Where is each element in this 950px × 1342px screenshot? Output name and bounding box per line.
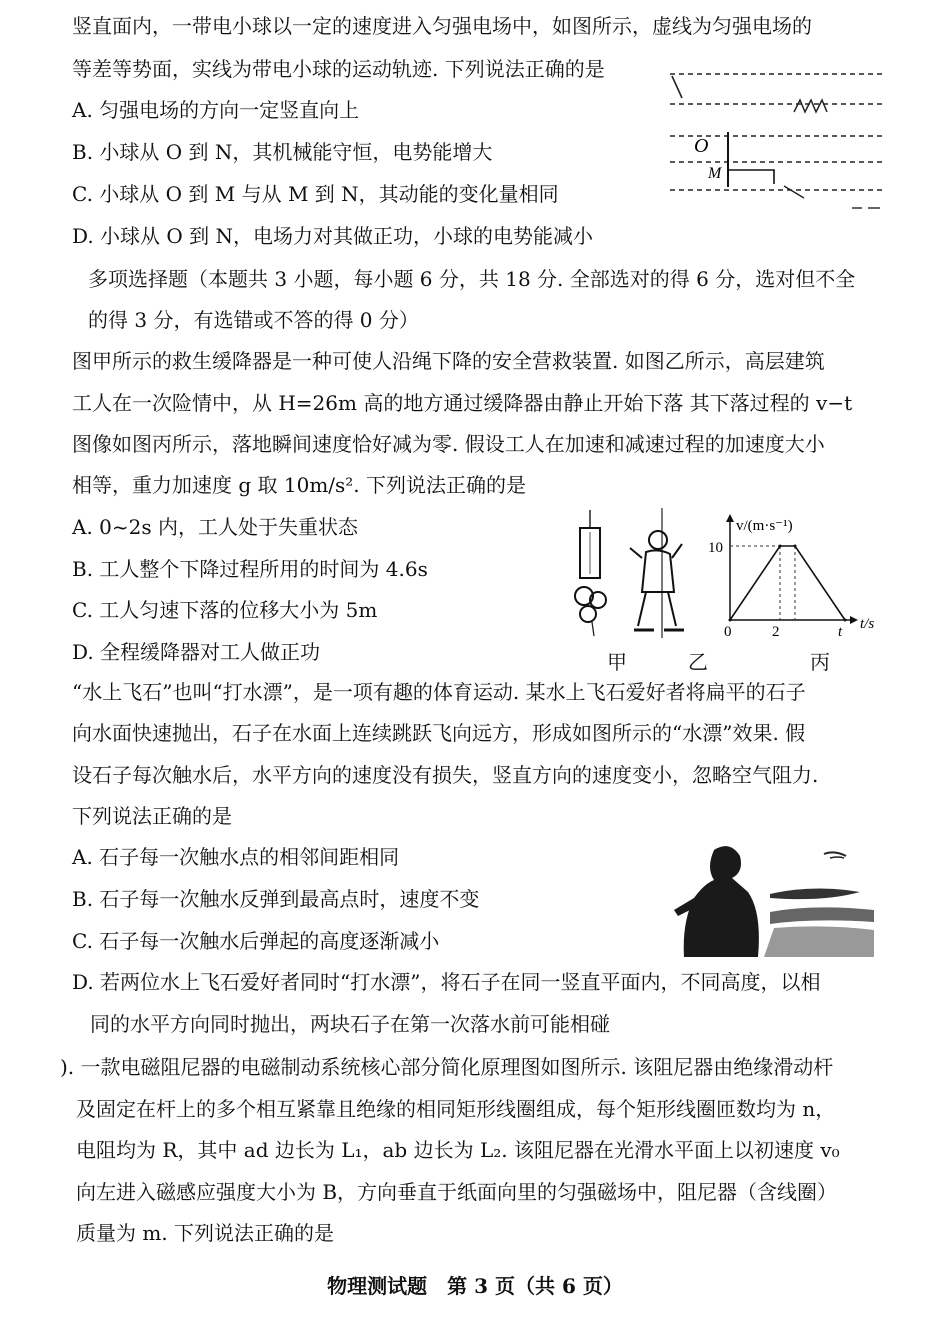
q-rescue-option-c[interactable]: C. 工人匀速下落的位移大小为 5m — [72, 598, 378, 622]
q-field-stem-line: 等差等势面，实线为带电小球的运动轨迹. 下列说法正确的是 — [72, 57, 605, 81]
caption-bing: 丙 — [810, 650, 830, 674]
q-stone-stem-line: 设石子每次触水后，水平方向的速度没有损失，竖直方向的速度变小，忽略空气阻力. — [72, 763, 819, 787]
y-axis-label: v/(m·s⁻¹) — [736, 518, 793, 534]
q-stone-option-d[interactable]: D. 若两位水上飞石爱好者同时“打水漂”，将石子在同一竖直平面内，不同高度，以相 — [72, 970, 821, 994]
q-field-option-d[interactable]: D. 小球从 O 到 N，电场力对其做正功，小球的电势能减小 — [72, 224, 594, 248]
x-axis-arrow — [850, 616, 858, 624]
q-stone-option-a[interactable]: A. 石子每一次触水点的相邻间距相同 — [72, 845, 400, 869]
x-tick-2: 2 — [772, 624, 780, 638]
vt-series-line — [730, 546, 845, 620]
section-heading-cont: 的得 3 分，有选错或不答的得 0 分） — [88, 308, 419, 332]
q-damper-stem-line: ). 一款电磁阻尼器的电磁制动系统核心部分简化原理图如图所示. 该阻尼器由绝缘滑动杆 — [60, 1055, 834, 1079]
q-field-stem-line: 竖直面内，一带电小球以一定的速度进入匀强电场中，如图所示，虚线为匀强电场的 — [72, 14, 812, 38]
vt-graph — [700, 508, 890, 638]
stone-skipping-photo — [674, 832, 874, 957]
q-stone-stem-line: 下列说法正确的是 — [72, 804, 232, 828]
point-m-label: M — [708, 165, 722, 182]
q-rescue-option-b[interactable]: B. 工人整个下降过程所用的时间为 4.6s — [72, 557, 428, 581]
page-footer: 物理测试题 第 3 页（共 6 页） — [327, 1274, 623, 1298]
q-stone-option-b[interactable]: B. 石子每一次触水反弹到最高点时，速度不变 — [72, 887, 480, 911]
q-rescue-stem-line: 图像如图丙所示，落地瞬间速度恰好减为零. 假设工人在加速和减速过程的加速度大小 — [72, 432, 825, 456]
caption-jia: 甲 — [607, 650, 627, 674]
q-rescue-stem-line: 相等，重力加速度 g 取 10m/s². 下列说法正确的是 — [72, 473, 527, 497]
q-stone-option-d-cont: 同的水平方向同时抛出，两块石子在第一次落水前可能相碰 — [90, 1012, 610, 1036]
x-tick-t: t — [838, 624, 843, 638]
q-field-option-a[interactable]: A. 匀强电场的方向一定竖直向上 — [72, 98, 360, 122]
q-damper-stem-line: 质量为 m. 下列说法正确的是 — [76, 1221, 335, 1245]
q-damper-stem-line: 向左进入磁感应强度大小为 B，方向垂直于纸面向里的匀强磁场中，阻尼器（含线圈） — [76, 1180, 838, 1204]
worker-figure — [622, 508, 692, 638]
q-rescue-stem-line: 图甲所示的救生缓降器是一种可使人沿绳下降的安全营救装置. 如图乙所示，高层建筑 — [72, 349, 825, 373]
q-stone-stem-line: “水上飞石”也叫“打水漂”，是一项有趣的体育运动. 某水上飞石爱好者将扁平的石子 — [72, 680, 806, 704]
point-o-label: O — [694, 135, 709, 157]
x-tick-0: 0 — [724, 624, 732, 638]
device-figure — [566, 508, 616, 638]
q-field-option-c[interactable]: C. 小球从 O 到 M 与从 M 到 N，其动能的变化量相同 — [72, 182, 559, 206]
q-stone-option-c[interactable]: C. 石子每一次触水后弹起的高度逐渐减小 — [72, 929, 440, 953]
y-axis-arrow — [726, 514, 734, 522]
section-heading: 多项选择题（本题共 3 小题，每小题 6 分，共 18 分. 全部选对的得 6 分，选对但不全 — [88, 267, 856, 291]
q-rescue-stem-line: 工人在一次险情中，从 H=26m 高的地方通过缓降器由静止开始下落 其下落过程的 v−t — [72, 391, 853, 415]
q-rescue-option-a[interactable]: A. 0~2s 内，工人处于失重状态 — [72, 515, 358, 539]
field-figure — [664, 62, 894, 222]
x-axis-label: t/s — [860, 616, 875, 632]
y-tick-10: 10 — [708, 540, 723, 556]
q-field-option-b[interactable]: B. 小球从 O 到 N，其机械能守恒，电势能增大 — [72, 140, 493, 164]
caption-yi: 乙 — [688, 650, 708, 674]
q-stone-stem-line: 向水面快速抛出，石子在水面上连续跳跃飞向远方，形成如图所示的“水漂”效果. 假 — [72, 721, 806, 745]
q-damper-stem-line: 电阻均为 R，其中 ad 边长为 L₁，ab 边长为 L₂. 该阻尼器在光滑水平面上以初速度 v₀ — [76, 1138, 840, 1162]
q-damper-stem-line: 及固定在杆上的多个相互紧靠且绝缘的相同矩形线圈组成，每个矩形线圈匝数均为 n， — [76, 1097, 836, 1121]
q-rescue-option-d[interactable]: D. 全程缓降器对工人做正功 — [72, 640, 321, 664]
